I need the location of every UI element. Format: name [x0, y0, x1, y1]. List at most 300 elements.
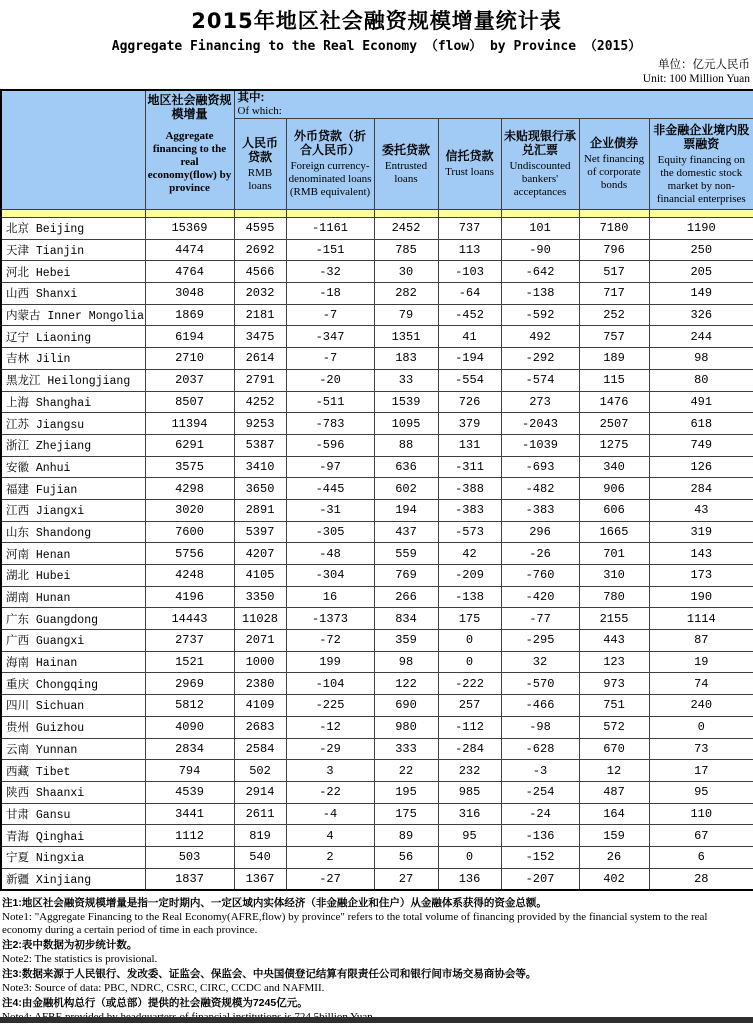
subcolumn-label-cn: 委托贷款: [381, 142, 430, 157]
subcolumn-label-cn: 信托贷款: [445, 149, 494, 163]
value-cell: -1373: [286, 608, 374, 630]
table-body: [1, 218, 753, 891]
province-cell: 上海 Shanghai: [1, 391, 145, 413]
value-cell: -760: [501, 565, 579, 587]
value-cell: 250: [649, 239, 753, 261]
value-cell: 796: [579, 239, 649, 261]
value-cell: 1190: [649, 218, 753, 240]
afre-table: [0, 89, 753, 891]
value-cell: -222: [438, 673, 501, 695]
table-row: [1, 456, 753, 478]
value-cell: 122: [374, 673, 438, 695]
value-cell: 98: [649, 348, 753, 370]
subcolumn-label-en: Undiscounted bankers' acceptances: [509, 160, 571, 198]
value-cell: 780: [579, 586, 649, 608]
table-row: [1, 239, 753, 261]
province-cell: 云南 Yunnan: [1, 738, 145, 760]
table-row: [1, 283, 753, 305]
value-cell: -138: [501, 283, 579, 305]
value-cell: 2969: [145, 673, 234, 695]
value-cell: -26: [501, 543, 579, 565]
value-cell: 2071: [234, 630, 286, 652]
value-cell: -29: [286, 738, 374, 760]
table-row: [1, 261, 753, 283]
province-cell: 贵州 Guizhou: [1, 716, 145, 738]
value-cell: 149: [649, 283, 753, 305]
province-cell: 湖南 Hunan: [1, 586, 145, 608]
value-cell: 41: [438, 326, 501, 348]
value-cell: 43: [649, 499, 753, 521]
value-cell: 16: [286, 586, 374, 608]
province-cell: 江西 Jiangxi: [1, 499, 145, 521]
value-cell: 9253: [234, 413, 286, 435]
value-cell: 602: [374, 478, 438, 500]
value-cell: 2834: [145, 738, 234, 760]
unit-label-en: Unit: 100 Million Yuan: [642, 73, 750, 85]
value-cell: -628: [501, 738, 579, 760]
value-cell: -1039: [501, 434, 579, 456]
value-cell: 359: [374, 630, 438, 652]
subcolumn-label-cn: 非金融企业境内股票融资: [653, 122, 750, 151]
value-cell: -152: [501, 846, 579, 868]
value-cell: 310: [579, 565, 649, 587]
value-cell: 4539: [145, 781, 234, 803]
value-cell: 4109: [234, 695, 286, 717]
table-row: [1, 521, 753, 543]
table-row: [1, 348, 753, 370]
province-cell: 陕西 Shaanxi: [1, 781, 145, 803]
value-cell: 487: [579, 781, 649, 803]
note-en: Note2: The statistics is provisional.: [2, 953, 158, 966]
afre-header-en: Aggregate financing to the real economy(flow) by province: [147, 130, 232, 194]
value-cell: 4248: [145, 565, 234, 587]
value-cell: 491: [649, 391, 753, 413]
value-cell: 252: [579, 304, 649, 326]
province-cell: 福建 Fujian: [1, 478, 145, 500]
table-row: [1, 434, 753, 456]
value-cell: -64: [438, 283, 501, 305]
value-cell: 95: [438, 825, 501, 847]
value-cell: 190: [649, 586, 753, 608]
subcolumn-header-6: [579, 119, 649, 210]
province-cell: 西藏 Tibet: [1, 760, 145, 782]
value-cell: 73: [649, 738, 753, 760]
table-row: [1, 304, 753, 326]
separator-cell: [234, 210, 286, 218]
value-cell: -72: [286, 630, 374, 652]
value-cell: 3: [286, 760, 374, 782]
value-cell: 28: [649, 868, 753, 890]
value-cell: 3048: [145, 283, 234, 305]
value-cell: 89: [374, 825, 438, 847]
value-cell: 67: [649, 825, 753, 847]
value-cell: 717: [579, 283, 649, 305]
value-cell: -783: [286, 413, 374, 435]
value-cell: 437: [374, 521, 438, 543]
value-cell: 131: [438, 434, 501, 456]
value-cell: -90: [501, 239, 579, 261]
value-cell: -383: [501, 499, 579, 521]
table-row: [1, 825, 753, 847]
value-cell: -98: [501, 716, 579, 738]
table-row: [1, 695, 753, 717]
afre-column-header: [145, 90, 234, 210]
value-cell: -194: [438, 348, 501, 370]
value-cell: -77: [501, 608, 579, 630]
value-cell: 906: [579, 478, 649, 500]
value-cell: 4090: [145, 716, 234, 738]
value-cell: 4207: [234, 543, 286, 565]
value-cell: 443: [579, 630, 649, 652]
of-which-header: [234, 90, 753, 119]
province-cell: 宁夏 Ningxia: [1, 846, 145, 868]
value-cell: -31: [286, 499, 374, 521]
value-cell: 175: [438, 608, 501, 630]
province-cell: 辽宁 Liaoning: [1, 326, 145, 348]
subcolumn-label-cn: 未贴现银行承兑汇票: [503, 129, 576, 157]
page-title: 2015年地区社会融资规模增量统计表: [191, 9, 562, 33]
table-row: [1, 760, 753, 782]
value-cell: 175: [374, 803, 438, 825]
province-cell: 内蒙古 Inner Mongolia: [1, 304, 145, 326]
table-row: [1, 218, 753, 240]
subcolumn-header-7: [649, 119, 753, 210]
separator-cell: [438, 210, 501, 218]
value-cell: 402: [579, 868, 649, 890]
value-cell: -592: [501, 304, 579, 326]
value-cell: 4474: [145, 239, 234, 261]
table-row: [1, 369, 753, 391]
value-cell: 88: [374, 434, 438, 456]
note-en: Note1: "Aggregate Financing to the Real Economy(AFRE,flow) by province" refers to the total volume of financing provided by the financial system to the real economy during a certain period of time in each province.: [2, 911, 708, 937]
subcolumn-label-en: Equity financing on the domestic stock market by non-financial enterprises: [656, 153, 746, 205]
value-cell: 2032: [234, 283, 286, 305]
table-row: [1, 868, 753, 890]
value-cell: -22: [286, 781, 374, 803]
value-cell: -693: [501, 456, 579, 478]
value-cell: 199: [286, 651, 374, 673]
value-cell: -452: [438, 304, 501, 326]
value-cell: 4764: [145, 261, 234, 283]
separator-cell: [649, 210, 753, 218]
value-cell: -18: [286, 283, 374, 305]
province-cell: 北京 Beijing: [1, 218, 145, 240]
value-cell: 2683: [234, 716, 286, 738]
value-cell: 15369: [145, 218, 234, 240]
value-cell: 0: [438, 846, 501, 868]
value-cell: 751: [579, 695, 649, 717]
value-cell: 4105: [234, 565, 286, 587]
table-row: [1, 543, 753, 565]
subcolumn-header-2: [286, 119, 374, 210]
province-cell: 重庆 Chongqing: [1, 673, 145, 695]
value-cell: 502: [234, 760, 286, 782]
value-cell: 2611: [234, 803, 286, 825]
value-cell: 2452: [374, 218, 438, 240]
note-cn: 注1:地区社会融资规模增量是指一定时期内、一定区域内实体经济（非金融企业和住户）从金融体系获得的资金总额。: [2, 897, 547, 910]
value-cell: -570: [501, 673, 579, 695]
value-cell: 794: [145, 760, 234, 782]
value-cell: -466: [501, 695, 579, 717]
value-cell: -642: [501, 261, 579, 283]
table-row: [1, 716, 753, 738]
value-cell: 2507: [579, 413, 649, 435]
value-cell: 834: [374, 608, 438, 630]
province-cell: 安徽 Anhui: [1, 456, 145, 478]
value-cell: 517: [579, 261, 649, 283]
value-cell: 0: [649, 716, 753, 738]
province-cell: 浙江 Zhejiang: [1, 434, 145, 456]
value-cell: 12: [579, 760, 649, 782]
value-cell: 1521: [145, 651, 234, 673]
value-cell: 143: [649, 543, 753, 565]
value-cell: -482: [501, 478, 579, 500]
value-cell: 266: [374, 586, 438, 608]
value-cell: 98: [374, 651, 438, 673]
separator-cell: [145, 210, 234, 218]
value-cell: 1476: [579, 391, 649, 413]
value-cell: 618: [649, 413, 753, 435]
separator-row: [1, 210, 753, 218]
value-cell: 7600: [145, 521, 234, 543]
value-cell: 690: [374, 695, 438, 717]
subcolumn-header-3: [374, 119, 438, 210]
value-cell: 11028: [234, 608, 286, 630]
value-cell: 701: [579, 543, 649, 565]
table-row: [1, 781, 753, 803]
separator-cell: [374, 210, 438, 218]
value-cell: 2380: [234, 673, 286, 695]
value-cell: 985: [438, 781, 501, 803]
value-cell: 189: [579, 348, 649, 370]
value-cell: 74: [649, 673, 753, 695]
value-cell: 14443: [145, 608, 234, 630]
value-cell: -32: [286, 261, 374, 283]
value-cell: 80: [649, 369, 753, 391]
separator-cell: [286, 210, 374, 218]
table-row: [1, 673, 753, 695]
note-cn: 注3:数据来源于人民银行、发改委、证监会、保监会、中央国债登记结算有限责任公司和银行间市场交易商协会等。: [2, 968, 537, 981]
value-cell: 296: [501, 521, 579, 543]
value-cell: -48: [286, 543, 374, 565]
value-cell: 95: [649, 781, 753, 803]
value-cell: 17: [649, 760, 753, 782]
value-cell: 164: [579, 803, 649, 825]
value-cell: -388: [438, 478, 501, 500]
province-column-header: [1, 90, 145, 210]
province-cell: 新疆 Xinjiang: [1, 868, 145, 890]
value-cell: 3650: [234, 478, 286, 500]
value-cell: -209: [438, 565, 501, 587]
value-cell: 606: [579, 499, 649, 521]
value-cell: 195: [374, 781, 438, 803]
value-cell: 282: [374, 283, 438, 305]
value-cell: -596: [286, 434, 374, 456]
value-cell: 333: [374, 738, 438, 760]
value-cell: 3410: [234, 456, 286, 478]
value-cell: -254: [501, 781, 579, 803]
value-cell: 5812: [145, 695, 234, 717]
province-cell: 河南 Henan: [1, 543, 145, 565]
value-cell: 1000: [234, 651, 286, 673]
subcolumn-header-5: [501, 119, 579, 210]
value-cell: 1095: [374, 413, 438, 435]
value-cell: -103: [438, 261, 501, 283]
value-cell: 183: [374, 348, 438, 370]
value-cell: 749: [649, 434, 753, 456]
subcolumn-label-en: Trust loans: [445, 166, 494, 178]
value-cell: 87: [649, 630, 753, 652]
value-cell: 136: [438, 868, 501, 890]
value-cell: 326: [649, 304, 753, 326]
table-row: [1, 326, 753, 348]
value-cell: -24: [501, 803, 579, 825]
value-cell: -3: [501, 760, 579, 782]
value-cell: 2891: [234, 499, 286, 521]
value-cell: -305: [286, 521, 374, 543]
value-cell: -304: [286, 565, 374, 587]
value-cell: -574: [501, 369, 579, 391]
value-cell: 1114: [649, 608, 753, 630]
value-cell: 115: [579, 369, 649, 391]
value-cell: 5397: [234, 521, 286, 543]
value-cell: 3475: [234, 326, 286, 348]
value-cell: 4298: [145, 478, 234, 500]
of-which-label-en: Of which:: [237, 105, 282, 117]
value-cell: 2914: [234, 781, 286, 803]
value-cell: -284: [438, 738, 501, 760]
value-cell: 113: [438, 239, 501, 261]
value-cell: 2710: [145, 348, 234, 370]
province-cell: 广西 Guangxi: [1, 630, 145, 652]
value-cell: 1275: [579, 434, 649, 456]
value-cell: 4252: [234, 391, 286, 413]
value-cell: -292: [501, 348, 579, 370]
value-cell: -97: [286, 456, 374, 478]
value-cell: 30: [374, 261, 438, 283]
table-row: [1, 846, 753, 868]
value-cell: 6194: [145, 326, 234, 348]
province-cell: 山西 Shanxi: [1, 283, 145, 305]
value-cell: 4566: [234, 261, 286, 283]
value-cell: -554: [438, 369, 501, 391]
value-cell: 3575: [145, 456, 234, 478]
value-cell: 1665: [579, 521, 649, 543]
value-cell: 726: [438, 391, 501, 413]
subcolumn-header-4: [438, 119, 501, 210]
value-cell: 1869: [145, 304, 234, 326]
unit-labels: [0, 58, 753, 86]
value-cell: 1837: [145, 868, 234, 890]
value-cell: 2791: [234, 369, 286, 391]
value-cell: 2614: [234, 348, 286, 370]
value-cell: 316: [438, 803, 501, 825]
table-row: [1, 630, 753, 652]
value-cell: 42: [438, 543, 501, 565]
province-cell: 江苏 Jiangsu: [1, 413, 145, 435]
value-cell: 559: [374, 543, 438, 565]
value-cell: 3350: [234, 586, 286, 608]
value-cell: 1367: [234, 868, 286, 890]
table-row: [1, 608, 753, 630]
subcolumn-label-cn: 外币贷款（折合人民币）: [293, 129, 366, 157]
subcolumn-label-cn: 人民币贷款: [241, 135, 278, 164]
value-cell: 284: [649, 478, 753, 500]
value-cell: 319: [649, 521, 753, 543]
value-cell: 757: [579, 326, 649, 348]
value-cell: 240: [649, 695, 753, 717]
afre-header-cn: 地区社会融资规模增量: [147, 93, 232, 121]
value-cell: -383: [438, 499, 501, 521]
value-cell: 232: [438, 760, 501, 782]
value-cell: 3020: [145, 499, 234, 521]
value-cell: 4595: [234, 218, 286, 240]
value-cell: 123: [579, 651, 649, 673]
value-cell: 503: [145, 846, 234, 868]
table-row: [1, 478, 753, 500]
value-cell: 5756: [145, 543, 234, 565]
separator-cell: [579, 210, 649, 218]
value-cell: 7180: [579, 218, 649, 240]
value-cell: -7: [286, 348, 374, 370]
province-cell: 湖北 Hubei: [1, 565, 145, 587]
value-cell: -104: [286, 673, 374, 695]
value-cell: 540: [234, 846, 286, 868]
value-cell: 973: [579, 673, 649, 695]
page-subtitle: Aggregate Financing to the Real Economy （flow） by Province （2015）: [111, 39, 642, 54]
value-cell: 769: [374, 565, 438, 587]
table-row: [1, 803, 753, 825]
subcolumn-label-cn: 企业债券: [589, 136, 638, 150]
value-cell: 22: [374, 760, 438, 782]
value-cell: -420: [501, 586, 579, 608]
value-cell: 273: [501, 391, 579, 413]
province-cell: 青海 Qinghai: [1, 825, 145, 847]
value-cell: 205: [649, 261, 753, 283]
value-cell: 27: [374, 868, 438, 890]
table-row: [1, 651, 753, 673]
value-cell: -225: [286, 695, 374, 717]
value-cell: -573: [438, 521, 501, 543]
value-cell: 8507: [145, 391, 234, 413]
value-cell: -112: [438, 716, 501, 738]
value-cell: 32: [501, 651, 579, 673]
value-cell: 244: [649, 326, 753, 348]
province-cell: 吉林 Jilin: [1, 348, 145, 370]
value-cell: 159: [579, 825, 649, 847]
bottom-border-bar: [0, 1017, 753, 1023]
value-cell: -311: [438, 456, 501, 478]
table-row: [1, 586, 753, 608]
subcolumn-label-en: Entrusted loans: [384, 159, 428, 185]
value-cell: 11394: [145, 413, 234, 435]
value-cell: 0: [438, 651, 501, 673]
value-cell: 2181: [234, 304, 286, 326]
value-cell: 101: [501, 218, 579, 240]
value-cell: 257: [438, 695, 501, 717]
subcolumn-label-en: Foreign currency-denominated loans (RMB equivalent): [288, 160, 372, 198]
province-cell: 河北 Hebei: [1, 261, 145, 283]
value-cell: 2692: [234, 239, 286, 261]
of-which-label-cn: 其中:: [237, 92, 265, 104]
separator-cell: [1, 210, 145, 218]
value-cell: 670: [579, 738, 649, 760]
value-cell: 56: [374, 846, 438, 868]
value-cell: 2: [286, 846, 374, 868]
value-cell: 2584: [234, 738, 286, 760]
unit-label-cn: 单位：亿元人民币: [658, 59, 750, 71]
value-cell: -4: [286, 803, 374, 825]
